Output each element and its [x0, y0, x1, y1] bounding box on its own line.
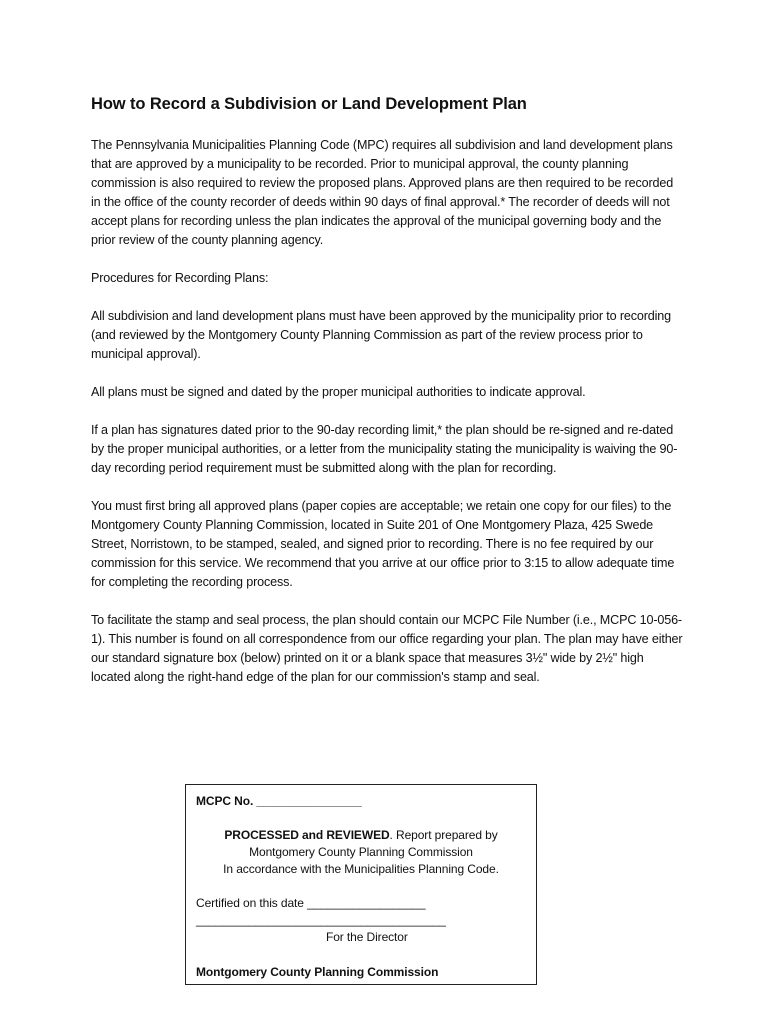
paragraph-resign: If a plan has signatures dated prior to the 90-day recording limit,* the plan should be re-signed and re-dated by the proper municipal authorities, or a letter from the municipality stating the municipality is waiving the 90-day recording period requirement must be submitted along with the plan for recording.	[91, 423, 678, 475]
commission-name: Montgomery County Planning Commission	[196, 965, 439, 979]
commission-line: Montgomery County Planning Commission	[249, 845, 473, 859]
paragraph-approval: All subdivision and land development plans must have been approved by the municipality prior to recording (and reviewed by the Montgomery County Planning Commission as part of the review process prior to municipal approval).	[91, 309, 672, 361]
signature-box	[185, 784, 537, 985]
document-body	[91, 95, 683, 706]
certified-date-field: Certified on this date __________________	[196, 896, 426, 910]
paragraph-procedures-heading: Procedures for Recording Plans:	[91, 271, 269, 285]
processed-bold-text: PROCESSED and REVIEWED	[224, 828, 390, 842]
signature-line: ______________________________________	[196, 913, 446, 927]
paragraph-signed: All plans must be signed and dated by the proper municipal authorities to indicate approval.	[91, 385, 586, 399]
mcpc-number-field: MCPC No. ________________	[196, 794, 362, 808]
paragraph-intro: The Pennsylvania Municipalities Planning Code (MPC) requires all subdivision and land development plans that are approved by a municipality to be recorded. Prior to municipal approval, the county planning commission is also required to review the proposed plans. Approved plans are then required to be recorded in the office of the county recorder of deeds within 90 days of final approval.* The recorder of deeds will not accept plans for recording unless the plan indicates the approval of the municipal governing body and the prior review of the county planning agency.	[91, 138, 674, 247]
for-director-label: For the Director	[326, 930, 408, 944]
paragraph-stamp-seal: To facilitate the stamp and seal process, the plan should contain our MCPC File Number (i.e., MCPC 10-056-1). This number is found on all correspondence from our office regarding your plan. The plan may have either our standard signature box (below) printed on it or a blank space that measures 3½" wide by 2½" high located along the right-hand edge of the plan for our commission's stamp and seal.	[91, 613, 683, 684]
processed-rest-text: . Report prepared by	[389, 828, 498, 842]
paragraph-bring-plans: You must first bring all approved plans (paper copies are acceptable; we retain one copy for our files) to the Montgomery County Planning Commission, located in Suite 201 of One Montgomery Plaza, 425 Swede Street, Norristown, to be stamped, sealed, and signed prior to recording. There is no fee required by our commission for this service. We recommend that you arrive at our office prior to 3:15 to allow adequate time for completing the recording process.	[91, 499, 675, 589]
processed-line	[196, 827, 526, 844]
mpc-accordance-line: In accordance with the Municipalities Planning Code.	[223, 862, 499, 876]
spacer	[196, 878, 526, 895]
page-title: How to Record a Subdivision or Land Development Plan	[91, 95, 527, 113]
